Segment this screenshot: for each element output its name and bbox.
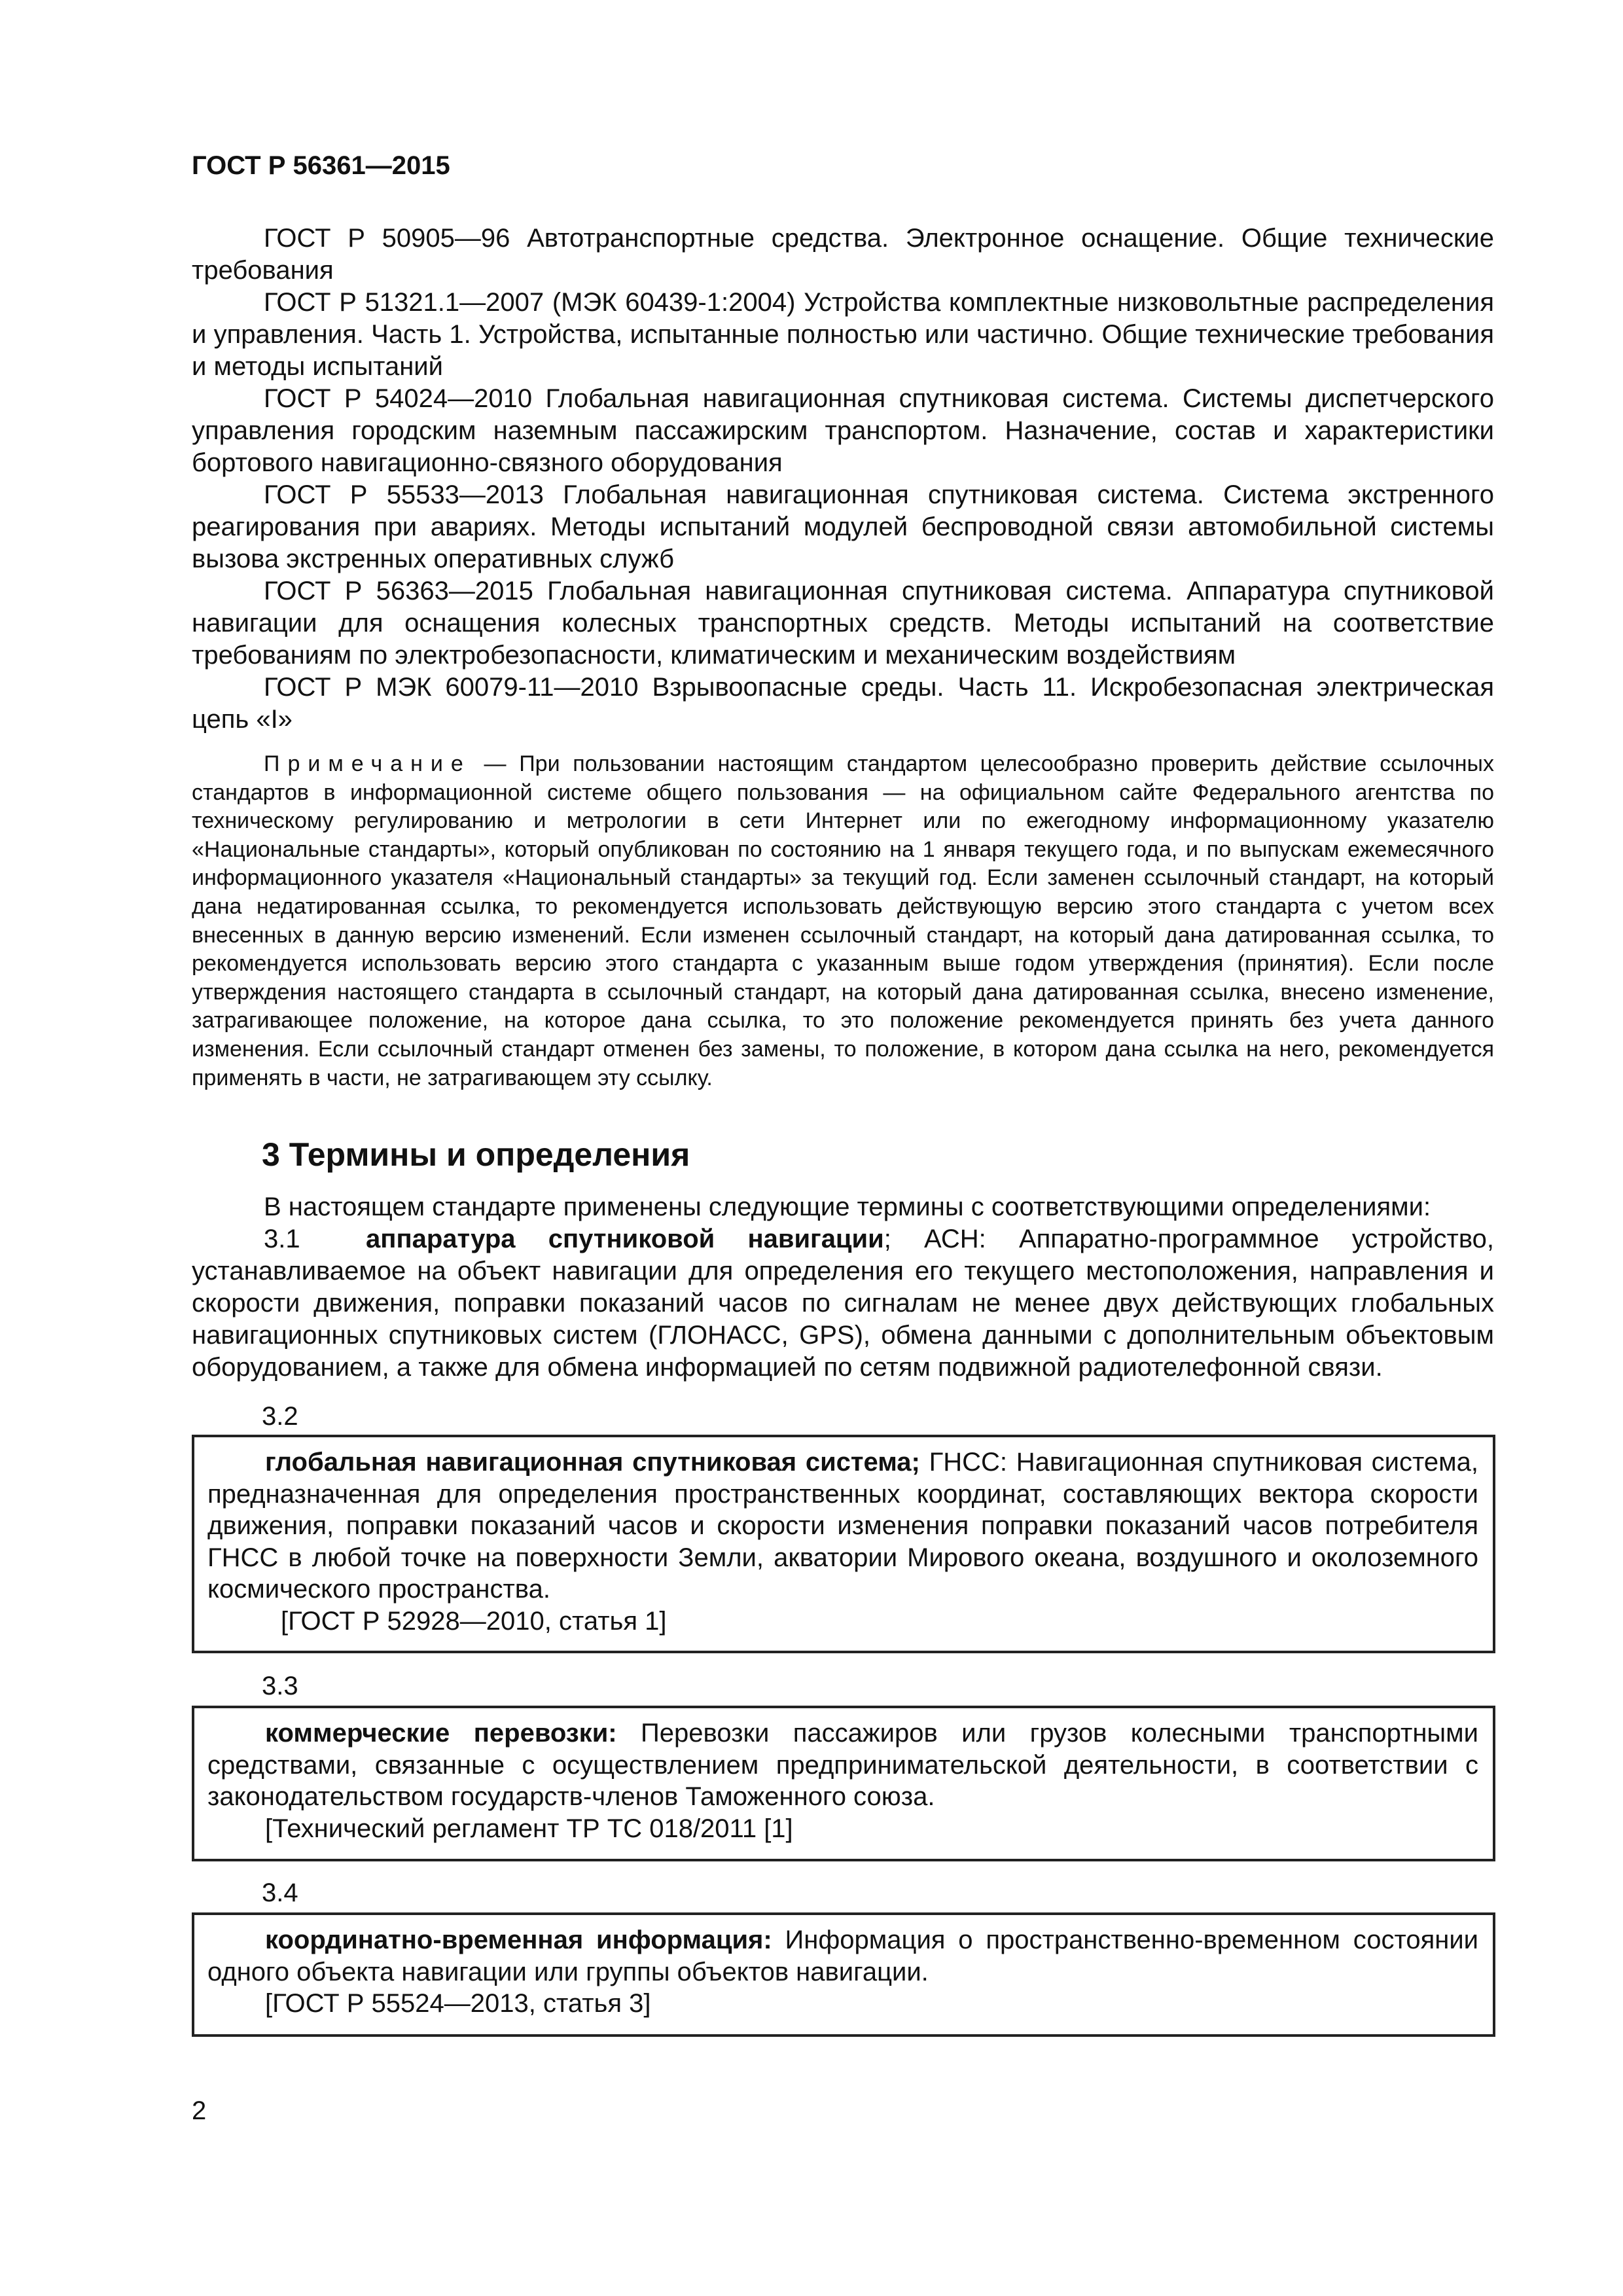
term-box-3-3 (192, 1706, 1495, 1861)
term-number-3-4: 3.4 (262, 1878, 298, 1907)
term-3-1 (192, 1223, 1494, 1384)
term-name: аппаратура спутниковой навигации (366, 1225, 884, 1253)
normative-references (192, 223, 1494, 736)
note-paragraph (192, 750, 1494, 1092)
term-definition: Перевозки пассажиров или грузов колесными транспортными средствами, связанные с осуществлением предпринимательской деятельности, в соответствии с законодательством государств-членов Таможенного союза. (207, 1719, 1478, 1811)
section-intro: В настоящем стандарте применены следующие термины с соответствующими определениями: (264, 1193, 1431, 1221)
reference-item: ГОСТ Р 51321.1—2007 (МЭК 60439-1:2004) Устройства комплектные низковольтные распределения и управления. Часть 1. Устройства, испытанные полностью или частично. Общие технические требования и методы испытаний (192, 288, 1494, 381)
note-text: — При пользовании настоящим стандартом целесообразно проверить действие ссылочных стандартов в информационной системе общего пользования — на официальном сайте Федерального агентства по техническому регулированию и метрологии в сети Интернет или по ежегодному информационному указателю «Национальные стандарты», который опубликован по состоянию на 1 января текущего года, и по выпускам ежемесячного информационного указателя «Национальный стандарты» за текущий год. Если заменен ссылочный стандарт, на который дана недатированная ссылка, то рекомендуется использовать действующую версию этого стандарта с учетом всех внесенных в данную версию изменений. Если изменен ссылочный стандарт, на который дана датированная ссылка, то рекомендуется использовать версию этого стандарта с указанным выше годом утверждения (принятия). Если после утверждения настоящего стандарта в ссылочный стандарт, на который дана датированная ссылка, внесено изменение, затрагивающее положение, на которое дана ссылка, то это положение рекомендуется принять без учета данного изменения. Если ссылочный стандарт отменен без замены, то положение, в котором дана ссылка на него, рекомендуется применять в части, не затрагивающем эту ссылку. (192, 751, 1494, 1090)
term-definition-3-4 (207, 1924, 1478, 1988)
reference-item: ГОСТ Р 56363—2015 Глобальная навигационная спутниковая система. Аппаратура спутниковой навигации для оснащения колесных транспортных средств. Методы испытаний на соответствие требованиям по электробезопасности, климатическим и механическим воздействиям (192, 577, 1494, 670)
term-name: глобальная навигационная спутниковая система; (265, 1448, 920, 1477)
term-definition: ГНСС: Навигационная спутниковая система, предназначенная для определения пространственных координат, составляющих вектора скорости движения, поправки показаний часов и скорости изменения поправки показаний часов потребителя ГНСС в любой точке на поверхности Земли, акватории Мирового океана, воздушного и околоземного космического пространства. (207, 1448, 1479, 1604)
term-definition-3-2 (207, 1446, 1478, 1605)
reference-item: ГОСТ Р 50905—96 Автотранспортные средства. Электронное оснащение. Общие технические требования (192, 224, 1494, 285)
reference-item: ГОСТ Р МЭК 60079-11—2010 Взрывоопасные среды. Часть 11. Искробезопасная электрическая цепь «I» (192, 673, 1494, 734)
term-definition-3-3 (207, 1717, 1478, 1813)
terms-intro-block (192, 1191, 1494, 1384)
term-source: [ГОСТ Р 52928—2010, статья 1] (281, 1606, 667, 1636)
term-box-3-4 (192, 1912, 1495, 2037)
term-source: [Технический регламент ТР ТС 018/2011 [1] (265, 1814, 793, 1843)
term-definition: ; АСН: Аппаратно-программное устройство, устанавливаемое на объект навигации для определения его текущего местоположения, направления и скорости движения, поправки показаний часов по сигналам не менее двух действующих глобальных навигационных спутниковых систем (ГЛОНАСС, GPS), обмена данными с дополнительным объектовым оборудованием, а также для обмена информацией по сетям подвижной радиотелефонной связи. (192, 1225, 1495, 1382)
note-label: Примечание (264, 751, 471, 776)
term-source: [ГОСТ Р 55524—2013, статья 3] (265, 1989, 651, 2018)
term-box-3-2 (192, 1435, 1495, 1653)
term-name: коммерческие перевозки: (265, 1719, 617, 1748)
term-number: 3.1 (264, 1225, 300, 1253)
page-number: 2 (192, 2096, 207, 2125)
term-definition: Информация о пространственно-временном состоянии одного объекта навигации или группы объектов навигации. (207, 1926, 1479, 1986)
reference-item: ГОСТ Р 54024—2010 Глобальная навигационная спутниковая система. Системы диспетчерского управления городским наземным пассажирским транспортом. Назначение, состав и характеристики бортового навигационно-связного оборудования (192, 384, 1494, 477)
term-number-3-3: 3.3 (262, 1672, 298, 1700)
document-header: ГОСТ Р 56361—2015 (192, 151, 450, 180)
reference-item: ГОСТ Р 55533—2013 Глобальная навигационная спутниковая система. Система экстренного реагирования при авариях. Методы испытаний модулей беспроводной связи автомобильной системы вызова экстренных оперативных служб (192, 480, 1494, 573)
term-number-3-2: 3.2 (262, 1402, 298, 1431)
term-name: координатно-временная информация: (265, 1926, 772, 1954)
section-title: 3 Термины и определения (262, 1136, 690, 1173)
